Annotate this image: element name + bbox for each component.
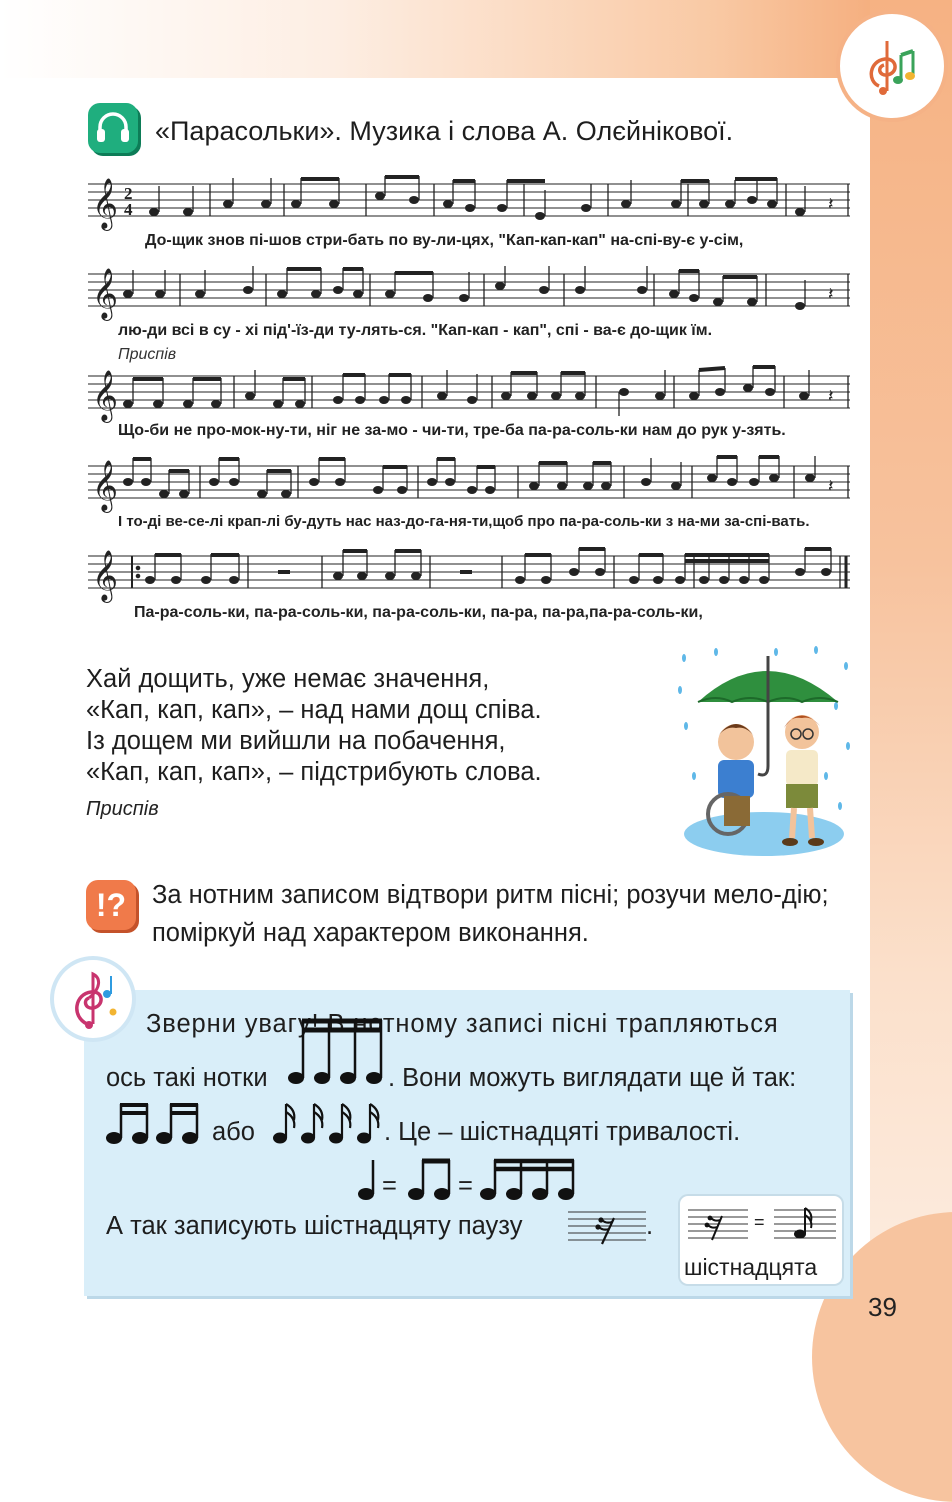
- svg-text:𝄞: 𝄞: [92, 460, 119, 511]
- eighth-notes-icon: [406, 1158, 454, 1202]
- verse-line: «Кап, кап, кап», – над нами дощ співа.: [86, 696, 542, 724]
- lyrics-line-2: лю-ди всі в су - хі під'-їз-ди ту-лять-ся. "Кап-кап - кап", спі - ва-є до-щик їм.: [118, 322, 713, 339]
- music-staff-5: [88, 544, 850, 604]
- equals-sign-1: =: [382, 1172, 397, 1200]
- lyrics-line-3: Що-би не про-мок-ну-ти, ніг не за-мо - чи-ти, тре-ба па-ра-соль-ки нам до рук у-зять.: [118, 422, 786, 439]
- legend-label: шістнадцята: [684, 1254, 818, 1280]
- sixteenth-notes-beamed-icon: [286, 1016, 386, 1088]
- verse-refrain-label: Приспів: [86, 798, 159, 820]
- sixteenth-notes-flagged-icon: [270, 1100, 386, 1148]
- verse-line: Хай дощить, уже немає значення,: [86, 665, 490, 693]
- sixteenth-rest-staff-icon: [568, 1208, 646, 1248]
- music-staff-1: [88, 172, 850, 232]
- verse-line: «Кап, кап, кап», – підстрибують слова.: [86, 758, 542, 786]
- svg-text:𝄞: 𝄞: [92, 178, 119, 229]
- svg-text:𝄽: 𝄽: [828, 194, 834, 215]
- info-line-2-start: ось такі нотки: [106, 1064, 268, 1092]
- question-exclamation-icon: !?: [86, 880, 136, 930]
- sixteenth-notes-pairs-icon: [104, 1100, 200, 1148]
- task-text: За нотним записом відтвори ритм пісні; розучи мело-дію; поміркуй над характером виконання.: [152, 881, 829, 947]
- equals-sign-2: =: [458, 1172, 473, 1200]
- lyrics-line-4: І то-ді ве-се-лі крап-лі бу-дуть нас наз-до-га-ня-ти,щоб про па-ра-соль-ки з на-ми за-спі-вать.: [118, 513, 810, 530]
- lyrics-line-1: До-щик знов пі-шов стри-бать по ву-ли-цях, "Кап-кап-кап" на-спі-ву-є у-сім,: [145, 232, 744, 249]
- verse-line: Із дощем ми вийшли на побачення,: [86, 727, 506, 755]
- umbrella-children-illustration: [676, 646, 856, 860]
- legend-equals: =: [754, 1212, 765, 1232]
- right-decor-band: [870, 0, 952, 1394]
- lyrics-line-5: Па-ра-соль-ки, па-ра-соль-ки, па-ра-соль-ки, па-ра, па-ра,па-ра-соль-ки,: [134, 604, 703, 621]
- svg-text:𝄞: 𝄞: [92, 268, 119, 319]
- time-signature-top: 2: [124, 184, 133, 203]
- music-notes-icon: [836, 10, 948, 122]
- info-line-2-end: . Вони можуть виглядати ще й так:: [388, 1064, 797, 1092]
- time-signature-bottom: 4: [124, 200, 133, 219]
- info-line-5-end: .: [646, 1212, 654, 1240]
- info-line-3-end: . Це – шістнадцяті тривалості.: [384, 1118, 741, 1146]
- svg-text:𝄞: 𝄞: [92, 550, 119, 601]
- svg-text:𝄽: 𝄽: [828, 386, 834, 407]
- music-staff-3: [88, 364, 850, 424]
- sixteenth-notes-group-icon: [478, 1158, 578, 1202]
- info-line-3-or: або: [212, 1118, 255, 1146]
- svg-text:𝄽: 𝄽: [828, 476, 834, 497]
- info-line-5: А так записують шістнадцяту паузу: [106, 1212, 523, 1240]
- music-staff-2: [88, 262, 850, 322]
- page-number: 39: [868, 1292, 897, 1322]
- headphone-icon: [88, 103, 138, 153]
- music-staff-4: [88, 454, 850, 514]
- svg-text:𝄽: 𝄽: [828, 284, 834, 305]
- top-decor-band: [0, 0, 952, 78]
- treble-clef-icon: [54, 960, 132, 1038]
- quarter-note-icon: [356, 1158, 378, 1202]
- song-title: «Парасольки». Музика і слова А. Олєйнікової.: [155, 116, 734, 146]
- svg-text:𝄞: 𝄞: [92, 370, 119, 421]
- refrain-label: Приспів: [118, 346, 177, 363]
- verse-text: [86, 664, 542, 788]
- info-line-1: Зверни увагу! В нотному записі пісні трапляються: [146, 1010, 779, 1038]
